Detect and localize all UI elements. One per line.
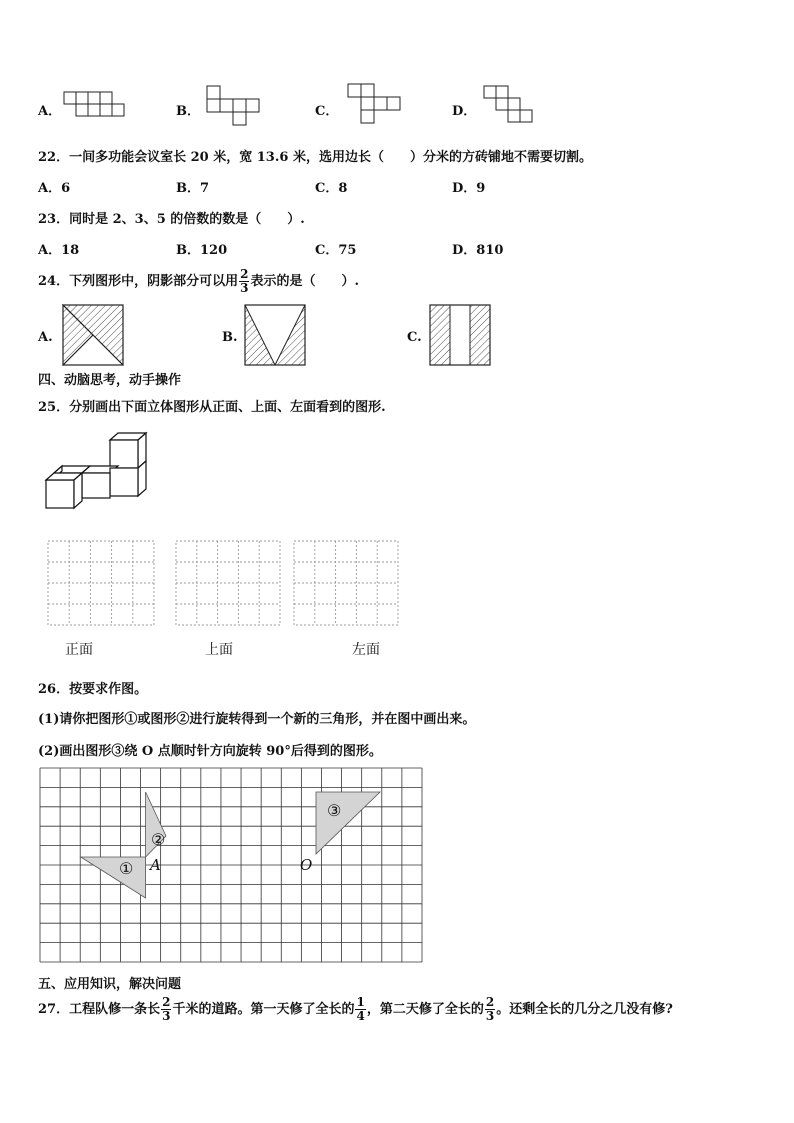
point-a-label: A [150,856,161,874]
q21-option-b-letter: B． [176,104,200,119]
q21-option-d-letter: D． [452,104,477,119]
q21-option-a-letter: A． [38,104,62,119]
q27-f2-num: 1 [356,995,365,1009]
q23-option-b: B．120 [176,243,228,258]
q24-option-a-figure [63,305,123,365]
q27-f3-num: 2 [485,995,495,1009]
q24-frac-den: 3 [240,281,249,295]
q26-part1: (1)请你把图形①或图形②进行旋转得到一个新的三角形，并在图中画出来。 [38,712,476,727]
q25-text: 25．分别画出下面立体图形从正面、上面、左面看到的图形. [38,400,386,415]
q24-frac-num: 2 [240,267,249,281]
shape-2-label: ② [151,830,166,849]
q25-grid-left [294,541,402,627]
q25-cube-figure [44,433,154,513]
q24-fraction [239,268,249,295]
q27-part2: 千米的道路。第一天修了全长的 [172,1002,355,1017]
shape-1-label: ① [119,859,134,878]
shape-1-triangle [81,857,146,898]
q23-text: 23．同时是 2、3、5 的倍数的数是（ ）. [38,212,305,227]
q24-option-a-letter: A. [38,330,53,345]
q27-part1: 27．工程队修一条长 [38,1002,161,1017]
q23-option-d: D．810 [452,243,504,258]
q21-option-c-net [348,84,404,126]
q21-option-d-net [484,86,534,126]
q27-f1-den: 3 [162,1009,171,1023]
q24-prefix: 24．下列图形中，阴影部分可以用 [38,274,239,289]
q27-fraction-3 [485,996,495,1023]
q21-option-c-letter: C． [315,104,339,119]
q24-option-c-letter: C. [407,330,422,345]
q24-option-b-figure [245,305,305,365]
q22-option-b: B．7 [176,181,210,196]
q25-label-top: 上面 [205,642,233,658]
q21-option-b-net [207,86,263,126]
q26-grid [40,768,424,964]
q26-text: 26．按要求作图。 [38,682,148,697]
q24-option-b-letter: B. [222,330,238,345]
q22-text: 22．一间多功能会议室长 20 米，宽 13.6 米，选用边长（ ）分米的方砖铺地不需要切割。 [38,150,592,165]
q27-fraction-2 [355,996,365,1023]
q25-grid-top [176,541,284,627]
q21-option-a-net [64,92,128,124]
q27-part4: 。还剩全长的几分之几没有修? [496,1002,673,1017]
q27-part3: ，第二天修了全长的 [366,1002,484,1017]
q22-option-a: A．6 [38,181,71,196]
shape-3-triangle [316,792,380,854]
q25-label-front: 正面 [65,642,93,658]
section-5-heading: 五、应用知识，解决问题 [38,977,182,992]
q22-option-c: C．8 [315,181,348,196]
q25-label-left: 左面 [352,642,380,658]
q27-f1-num: 2 [162,995,171,1009]
q27-f3-den: 3 [485,1009,495,1023]
q24-question [38,268,359,295]
q27-question [38,996,673,1023]
point-o-label: O [300,856,313,874]
q27-fraction-1 [161,996,171,1023]
q24-option-c-figure [430,305,490,365]
q24-suffix: 表示的是（ ）. [250,274,359,289]
q25-grid-front [48,541,156,627]
q23-option-a: A．18 [38,243,80,258]
q22-option-d: D．9 [452,181,486,196]
q27-f2-den: 4 [356,1009,365,1023]
q26-part2: (2)画出图形③绕 O 点顺时针方向旋转 90°后得到的图形。 [38,744,382,759]
shape-3-label: ③ [327,801,342,820]
q23-option-c: C．75 [315,243,357,258]
section-4-heading: 四、动脑思考，动手操作 [38,373,182,388]
